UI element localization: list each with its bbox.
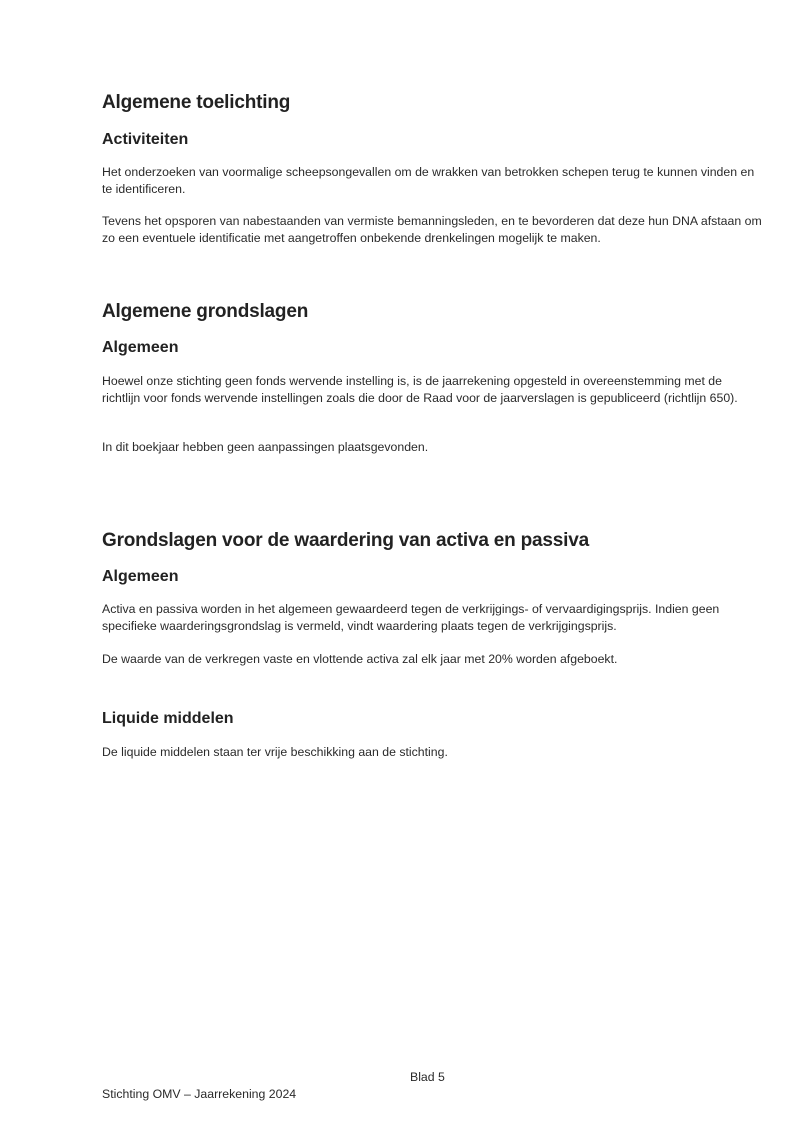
waardering-paragraph-2: De waarde van de verkregen vaste en vlottende activa zal elk jaar met 20% worden afgeboekt.: [102, 652, 618, 666]
subsection-title-algemeen-1: Algemeen: [102, 339, 179, 356]
section-title-waardering: Grondslagen voor de waardering van activa en passiva: [102, 530, 589, 551]
section-title-algemene-grondslagen: Algemene grondslagen: [102, 301, 309, 322]
waardering-paragraph-1: Activa en passiva worden in het algemeen gewaardeerd tegen de verkrijgings- of vervaardigingsprijs. Indien geen specifieke waarderingsgrondslag is vermeld, vindt waardering plaats tegen de verkrijgingsprijs.: [102, 602, 720, 633]
activiteiten-paragraph-1: Het onderzoeken van voormalige scheepsongevallen om de wrakken van betrokken schepen terug te kunnen vinden en te identificeren.: [102, 165, 755, 196]
page-number: Blad 5: [410, 1070, 445, 1084]
grondslagen-paragraph-2: In dit boekjaar hebben geen aanpassingen plaatsgevonden.: [102, 440, 429, 454]
subsection-title-algemeen-2: Algemeen: [102, 568, 179, 585]
footer-document-title: Stichting OMV – Jaarrekening 2024: [102, 1087, 297, 1101]
liquide-middelen-paragraph: De liquide middelen staan ter vrije beschikking aan de stichting.: [102, 745, 448, 759]
subsection-title-activiteiten: Activiteiten: [102, 131, 189, 148]
grondslagen-paragraph-1: Hoewel onze stichting geen fonds wervende instelling is, is de jaarrekening opgesteld in overeenstemming met de richtlijn voor fonds wervende instellingen zoals die door de Raad voor de jaarverslagen is gepubliceerd (richtlijn 650).: [102, 374, 738, 405]
section-title-algemene-toelichting: Algemene toelichting: [102, 92, 291, 113]
activiteiten-paragraph-2: Tevens het opsporen van nabestaanden van vermiste bemanningsleden, en te bevorderen dat deze hun DNA afstaan om zo een eventuele identificatie met aangetroffen onbekende drenkelingen mogelijk te maken.: [102, 214, 762, 245]
subsection-title-liquide-middelen: Liquide middelen: [102, 710, 234, 727]
